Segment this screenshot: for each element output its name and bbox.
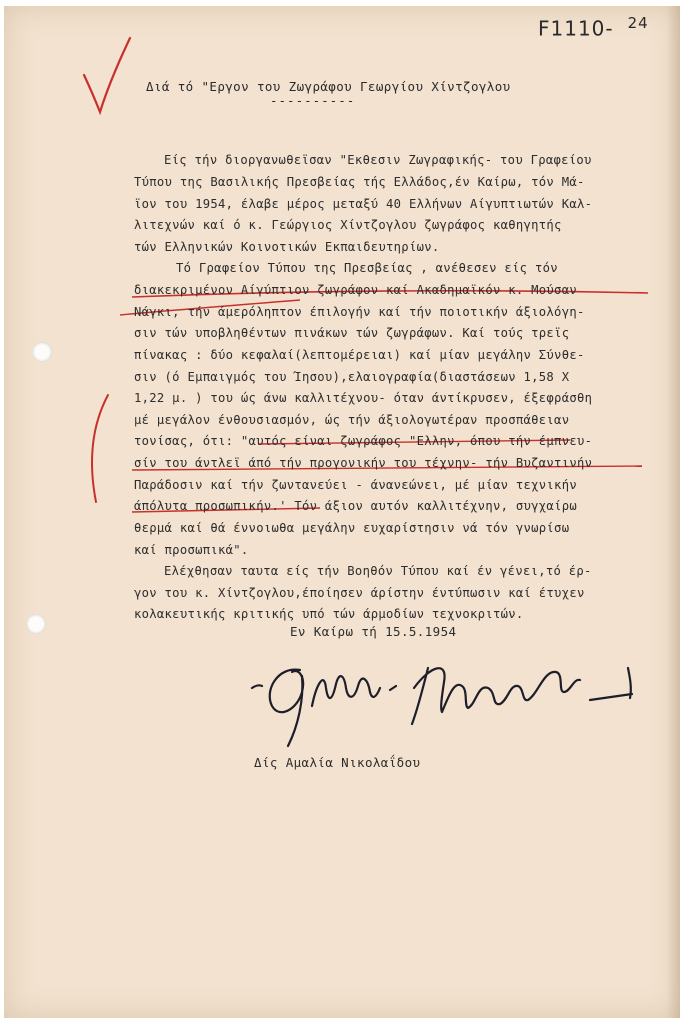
title-underline: ----------: [270, 93, 356, 108]
document-title: Διά τό "Εργον του Ζωγράφου Γεωργίου Χίντζογλου: [146, 79, 511, 94]
body-line: σιν (ό Εμπαιγμός του Ίησου),ελαιογραφία(διαστάσεων 1,58 Χ: [134, 370, 570, 384]
body-line: 1,22 μ. ) του ώς άνω καλλιτέχνου- όταν άντίκρυσεν, έξεφράσθη: [134, 391, 593, 405]
body-line: Τύπου της Βασιλικής Πρεσβείας τής Ελλάδος,έν Καίρω, τόν Μά-: [134, 175, 585, 189]
archive-reference: [538, 14, 649, 41]
body-line: διακεκριμένον Αίγύπτιον ζωγράφον καί Ακαδημαϊκόν κ. Μούσαν: [134, 283, 577, 297]
body-line: σιν τών υποβληθέντων πινάκων τών ζωγράφων. Καί τούς τρεϊς: [134, 326, 570, 340]
body-line: γον του κ. Χίντζογλου,έποίησεν άρίστην έντύπωσιν καί έτυχεν: [134, 586, 585, 600]
body-line: τών Ελληνικών Κοινοτικών Εκπαιδευτηρίων.: [134, 240, 440, 254]
body-line: τονίσας, ότι: "αυτός είναι ζωγράφος "Ελλην, όπου τήν έμπνευ-: [134, 434, 593, 448]
body-line: ϊον του 1954, έλαβε μέρος μεταξύ 40 Ελλήνων Αίγυπτιωτών Καλ-: [134, 197, 593, 211]
body-line: καί προσωπικά".: [134, 543, 249, 557]
body-line: θερμά καί θά έννοιωθα μεγάλην ευχαρίστησιν νά τόν γνωρίσω: [134, 521, 570, 535]
handwritten-signature: [252, 668, 632, 746]
page-number: 24: [627, 14, 649, 32]
body-line: μέ μεγάλον ένθουσιασμόν, ώς τήν άξιολογωτέραν προσπάθειαν: [134, 413, 570, 427]
margin-bracket: [92, 395, 108, 502]
signatory-name: Δίς Αμαλία Νικολαΐδου: [254, 755, 421, 770]
reference-code: F1110-: [538, 16, 614, 41]
check-mark-icon: [84, 38, 130, 112]
body-line: Παράδοσιν καί τήν ζωντανεύει - άνανεώνει, μέ μίαν τεχνικήν: [134, 478, 577, 492]
body-line: Τό Γραφείον Τύπου της Πρεσβείας , ανέθεσεν είς τόν: [176, 261, 558, 275]
body-line: λιτεχνών καί ό κ. Γεώργιος Χίντζογλου ζωγράφος καθηγητής: [134, 218, 562, 232]
body-line: Ελέχθησαν ταυτα είς τήν Βοηθόν Τύπου καί έν γένει,τό έρ-: [164, 564, 592, 578]
body-line: Νάγκι, τήν άμερόληπτον έπιλογήν καί τήν ποιοτικήν άξιολόγη-: [134, 305, 585, 319]
body-line: κολακευτικής κριτικής υπό τών άρμοδίων τεχνοκριτών.: [134, 607, 524, 621]
body-line: σίν του άντλεϊ άπό τήν προγονικήν του τέχνην- τήν Βυζαντινήν: [134, 456, 593, 470]
body-line: άπόλυτα προσωπικήν.' Τόν άξιον αυτόν καλλιτέχνην, συγχαίρω: [134, 499, 577, 513]
date-line: Εν Καίρω τή 15.5.1954: [290, 624, 457, 639]
body-line: πίνακας : δύο κεφαλαί(λεπτομέρειαι) καί μίαν μεγάλην Σύνθε-: [134, 348, 585, 362]
body-line: Είς τήν διοργανωθεϊσαν "Εκθεσιν Ζωγραφικής- του Γραφείου: [164, 153, 592, 167]
